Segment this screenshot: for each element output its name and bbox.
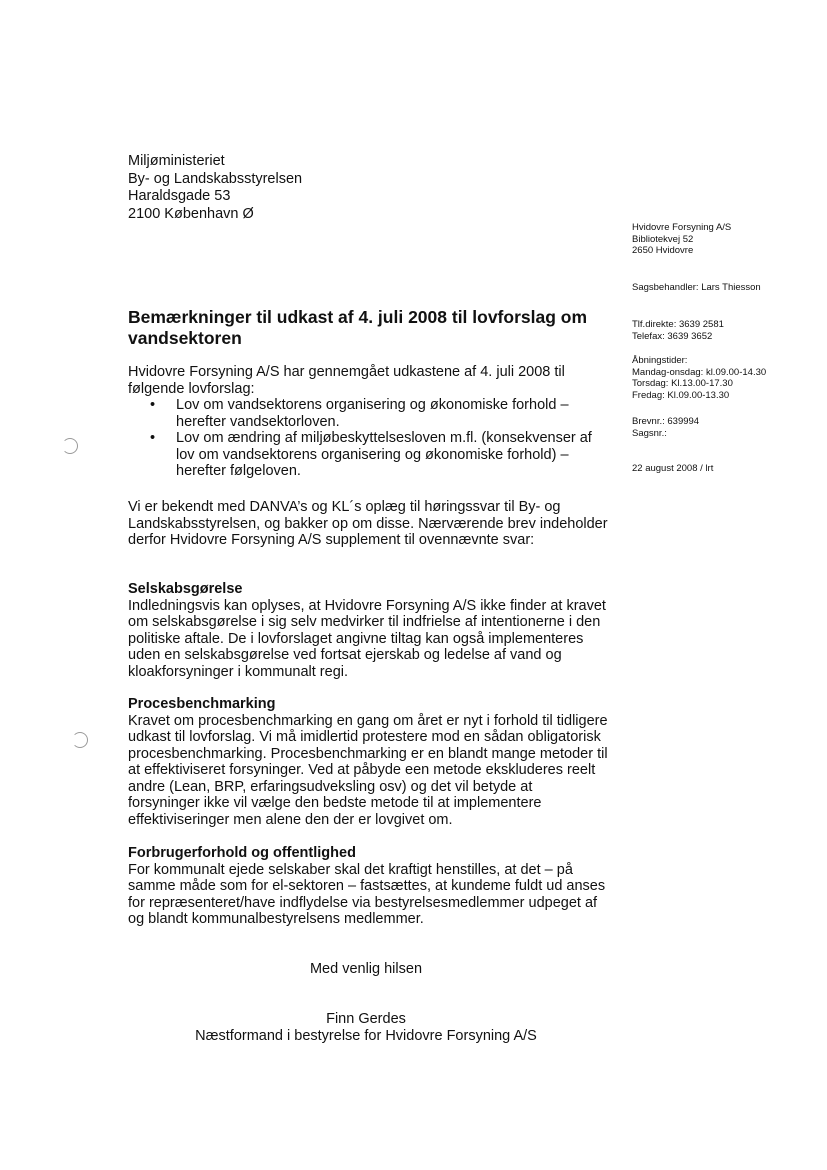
intro-block	[128, 364, 608, 480]
sender-name: Hvidovre Forsyning A/S	[632, 222, 732, 233]
letter-date: 22 august 2008 / lrt	[632, 463, 714, 474]
bullet-glyph: •	[150, 397, 156, 413]
support-paragraph: Vi er bekendt med DANVA’s og KL´s oplæg til høringssvar til By- og Landskabsstyrelsen, og bakker op om disse. Nærværende brev indeholder derfor Hvidovre Forsyning A/S supplement til ovennævnte svar:	[128, 499, 608, 548]
recipient-address	[128, 153, 302, 223]
brevnr: Brevnr.: 639994	[632, 416, 700, 427]
list-item-text: Lov om ændring af miljøbeskyttelsesloven m.fl. (konsekvenser af lov om vandsektorens organisering og økonomiske forhold) – herefter følgeloven.	[176, 430, 592, 479]
sender-street: Bibliotekvej 52	[632, 233, 694, 245]
closing-greeting: Med venlig hilsen	[309, 961, 423, 977]
section-heading: Procesbenchmarking	[128, 696, 276, 712]
sender-fax: Telefax: 3639 3652	[632, 330, 713, 342]
section-text: For kommunalt ejede selskaber skal det kraftigt henstilles, at det – på samme måde som for el-sektoren – fastsættes, at kundeme fuldt ud anses for repræsenteret/have indflydelse via bestyrelsesmedlemmer udpeget af og blandt kommunalbestyrelsens medlemmer.	[128, 861, 606, 927]
section-forbrugerforhold	[128, 845, 608, 928]
hours-line: Torsdag: Kl.13.00-17.30	[632, 378, 733, 389]
section-text: Indledningsvis kan oplyses, at Hvidovre Forsyning A/S ikke finder at kravet om selskabsgørelse i sig selv medvirker til indfrielse af intentionerne i den politiske aftale. De i lovforslaget angivne tiltag kan også implementeres uden en selskabsgørelse ved fortsat ejerskab og ledelse af vand og kloakforsyninger i kommunalt regi.	[128, 597, 606, 680]
sender-contact	[632, 319, 724, 342]
section-procesbenchmarking	[128, 696, 608, 828]
sender-references	[632, 416, 699, 439]
section-text: Kravet om procesbenchmarking en gang om året er nyt i forhold til tidligere udkast til lovforslag. Vi må imidlertid protestere mod en sådan obligatorisk procesbenchmarking. Procesbenchmarking er en blandt mange metoder til at effektiviseret forsyninger. Ved at påbyde een metode ekskluderes reelt andre (Lean, BRP, erfaringsudveksling osv) og det vil betyde at forsyninger ikke vil vælge den bedste metode til at implementere effektiviseringer men alene den der er lovgivet om.	[128, 712, 608, 828]
sender-phone: Tlf.direkte: 3639 2581	[632, 319, 724, 330]
signer-role: Næstformand i bestyrelse for Hvidovre Forsyning A/S	[195, 1028, 537, 1044]
punch-hole	[72, 732, 88, 748]
section-heading: Forbrugerforhold og offentlighed	[128, 845, 356, 861]
sender-address	[632, 222, 731, 257]
sender-hours	[632, 355, 766, 401]
list-item	[128, 397, 608, 430]
hours-line: Mandag-onsdag: kl.09.00-14.30	[632, 366, 767, 378]
recipient-line: By- og Landskabsstyrelsen	[128, 170, 303, 187]
sender-caseworker: Sagsbehandler: Lars Thiesson	[632, 282, 761, 293]
recipient-line: 2100 København Ø	[128, 205, 254, 222]
letter-title: Bemærkninger til udkast af 4. juli 2008 til lovforslag om vandsektoren	[128, 307, 588, 348]
punch-hole	[62, 438, 78, 454]
section-selskabsgoerelse	[128, 581, 608, 680]
recipient-line: Miljøministeriet	[128, 153, 225, 169]
list-item-text: Lov om vandsektorens organisering og økonomiske forhold – herefter vandsektorloven.	[176, 397, 569, 430]
section-heading: Selskabsgørelse	[128, 581, 243, 597]
sagsnr: Sagsnr.:	[632, 427, 667, 439]
recipient-line: Haraldsgade 53	[128, 188, 231, 204]
bullet-glyph: •	[150, 430, 156, 446]
list-item	[128, 430, 608, 480]
law-list	[128, 397, 608, 480]
sender-city: 2650 Hvidovre	[632, 245, 694, 256]
signer-name: Finn Gerdes	[326, 1011, 406, 1027]
hours-line: Fredag: Kl.09.00-13.30	[632, 389, 730, 401]
hours-label: Åbningstider:	[632, 355, 688, 366]
intro-text: Hvidovre Forsyning A/S har gennemgået udkastene af 4. juli 2008 til følgende lovforslag:	[128, 364, 565, 397]
